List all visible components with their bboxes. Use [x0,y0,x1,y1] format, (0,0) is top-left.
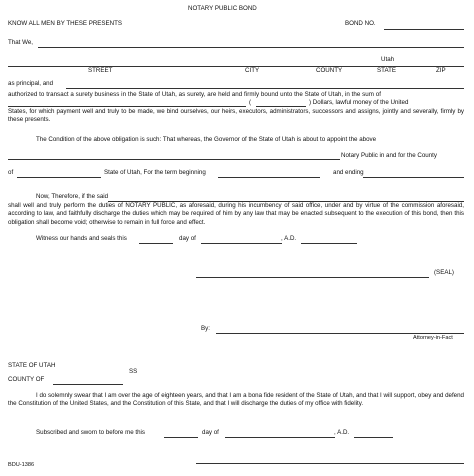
attorney-signature-line[interactable] [216,333,464,334]
now-therefore: Now, Therefore, if the said [36,193,109,200]
witness-text: Witness our hands and seals this [36,235,127,242]
oath-text: I do solemnly swear that I am over the age of eighteen years, and that I am a bona fide resident of the State of Utah, and that I will support, obey and defend the Constitution of the United States, and the Constitution of this State, and that I will discharge the duties of my office with fidelity. [8,392,464,408]
state-of-utah: STATE OF UTAH [8,362,56,369]
paren-open: ( [249,99,252,106]
of-label: of [8,169,14,176]
as-principal-label: as principal, and [8,80,54,87]
para1-line2-suffix: ) Dollars, lawful money of the United [309,99,409,106]
notary-county-field[interactable] [53,384,123,385]
seal-label: (SEAL) [434,269,454,276]
day-of-1: day of [179,235,196,242]
witness-day-field[interactable] [139,243,173,244]
county-field[interactable] [17,177,101,178]
that-we-label: That We, [8,39,33,46]
surety-name-field[interactable] [66,88,464,89]
intro-heading: KNOW ALL MEN BY THESE PRESENTS [8,20,123,27]
label-street: STREET [88,67,113,74]
sum-words-field[interactable] [8,106,246,107]
notary-county-text: Notary Public in and for the County [341,152,437,159]
state-prefill: Utah [381,56,395,63]
witness-year-field[interactable] [301,243,357,244]
para1-rest: States, for which payment well and truly to be made, we bind ourselves, our heirs, executors, administrators, successors and assigns, jointly and severally, firmly by these presents. [8,108,464,124]
label-zip: ZIP [436,67,446,74]
day-of-2: day of [202,429,219,436]
notary-signature-line[interactable] [196,463,464,464]
attorney-label: Attorney-in-Fact [413,335,453,341]
para3-rest: shall well and truly perform the duties of NOTARY PUBLIC, as aforesaid, during his incumbency of said office, under and by virtue of the commission aforesaid, according to law, and faithfully discharge the duties which may be required of him by any law that may be enacted subsequent to the execution of this bond, then this obligation shall become void; otherwise to remain in full force and effect. [8,202,464,226]
witness-month-field[interactable] [201,243,282,244]
appointee-name-field[interactable] [8,159,340,160]
sworn-month-field[interactable] [225,437,335,438]
by-label: By: [201,325,210,332]
para1-line1: authorized to transact a surety business in the State of Utah, as surety, are held and firmly bound unto the State of Utah, in the sum of [8,91,382,98]
label-county: COUNTY [316,67,343,74]
ad-2: , A.D. [334,429,350,436]
principal-signature-line[interactable] [196,277,429,278]
ss-label: SS [129,368,138,375]
form-number: BDU-1386 [8,462,35,468]
sworn-day-field[interactable] [164,437,198,438]
principal-name-field[interactable] [38,47,464,48]
term-end-field[interactable] [363,177,464,178]
label-city: CITY [245,67,260,74]
subscribed-text: Subscribed and sworn to before me this [36,429,146,436]
county-of-label: COUNTY OF [8,376,45,383]
label-state: STATE [377,67,397,74]
form-title: NOTARY PUBLIC BOND [188,5,257,12]
term-begin-field[interactable] [218,177,320,178]
bond-no-label: BOND NO. [345,20,376,27]
term-text: State of Utah, For the term beginning [104,169,206,176]
condition-text: The Condition of the above obligation is such: That whereas, the Governor of the State of Utah is about to appoint the above [36,136,377,143]
bond-no-field[interactable] [384,29,464,30]
and-ending: and ending [333,169,364,176]
sum-figures-field[interactable] [256,106,306,107]
sworn-year-field[interactable] [354,437,393,438]
ad-1: , A.D. [281,235,297,242]
